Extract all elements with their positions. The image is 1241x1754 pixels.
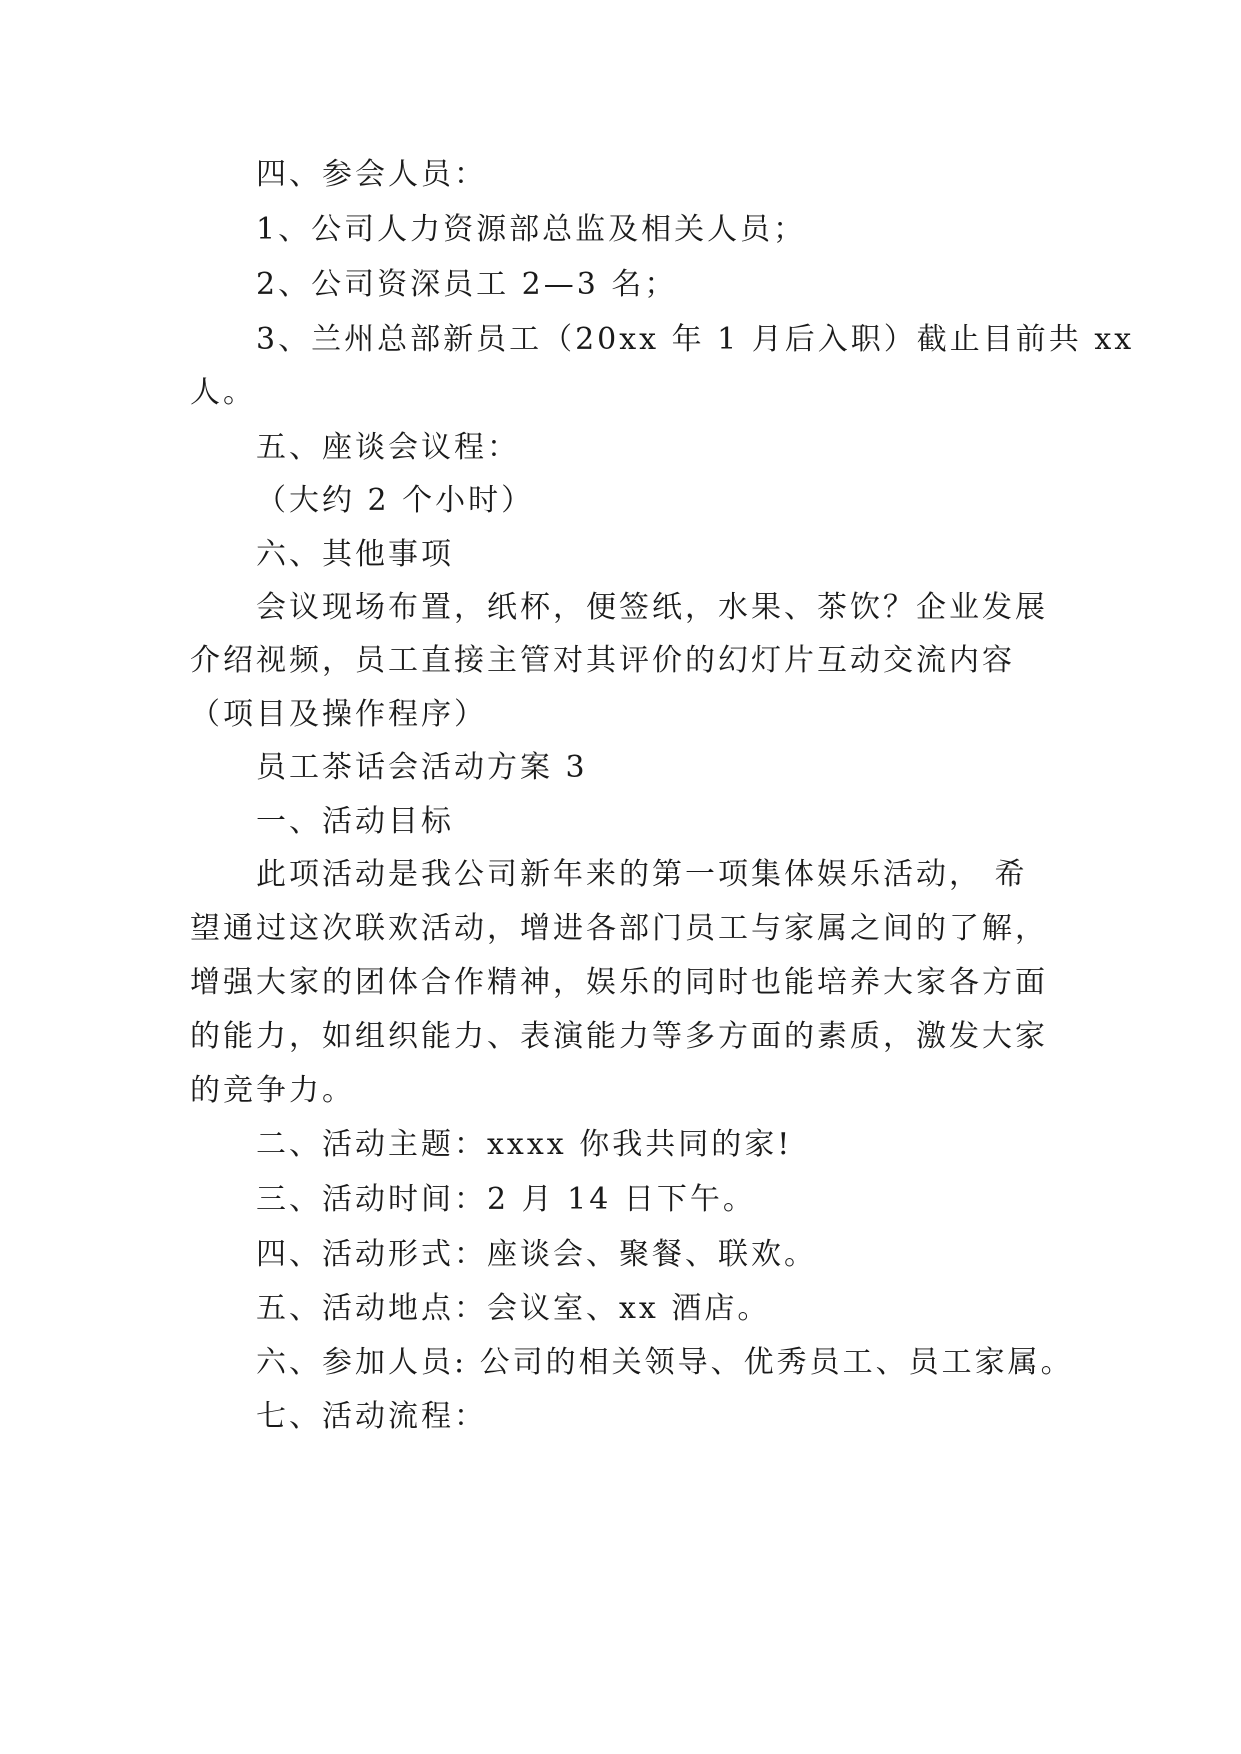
list-item: 1、公司人力资源部总监及相关人员； [256,212,807,247]
section-heading-venue: 五、活动地点：会议室、xx 酒店。 [256,1291,771,1326]
paragraph-line: 会议现场布置，纸杯，便签纸，水果、茶饮？企业发展 [256,590,1048,625]
list-item: 3、兰州总部新员工（20xx 年 1 月后入职）截止目前共 xx [256,322,1135,357]
paragraph-continuation: （项目及操作程序） [190,697,487,732]
section-heading-time: 三、活动时间：2 月 14 日下午。 [256,1182,756,1217]
paragraph-line: （大约 2 个小时） [256,483,535,518]
list-item: 2、公司资深员工 2—3 名； [256,267,678,302]
section-heading-process: 七、活动流程： [256,1399,487,1434]
paragraph-continuation: 的竞争力。 [190,1073,355,1108]
section-heading-theme: 二、活动主题：xxxx 你我共同的家! [256,1127,793,1162]
paragraph-continuation: 增强大家的团体合作精神，娱乐的同时也能培养大家各方面 [190,965,1048,1000]
paragraph-continuation: 的能力，如组织能力、表演能力等多方面的素质，激发大家 [190,1019,1048,1054]
paragraph-continuation: 介绍视频，员工直接主管对其评价的幻灯片互动交流内容 [190,643,1015,678]
section-heading-agenda: 五、座谈会议程： [256,430,520,465]
plan-title: 员工茶话会活动方案 3 [256,750,588,785]
section-heading-format: 四、活动形式：座谈会、聚餐、联欢。 [256,1237,817,1272]
section-heading-attendees: 四、参会人员： [256,157,487,192]
paragraph-continuation: 望通过这次联欢活动，增进各部门员工与家属之间的了解， [190,911,1048,946]
paragraph-line: 此项活动是我公司新年来的第一项集体娱乐活动， 希 [256,857,1028,892]
section-heading-participants: 六、参加人员: 公司的相关领导、优秀员工、员工家属。 [256,1345,1074,1380]
section-heading-goal: 一、活动目标 [256,804,454,839]
paragraph-continuation: 人。 [190,375,256,410]
section-heading-other: 六、其他事项 [256,537,454,572]
